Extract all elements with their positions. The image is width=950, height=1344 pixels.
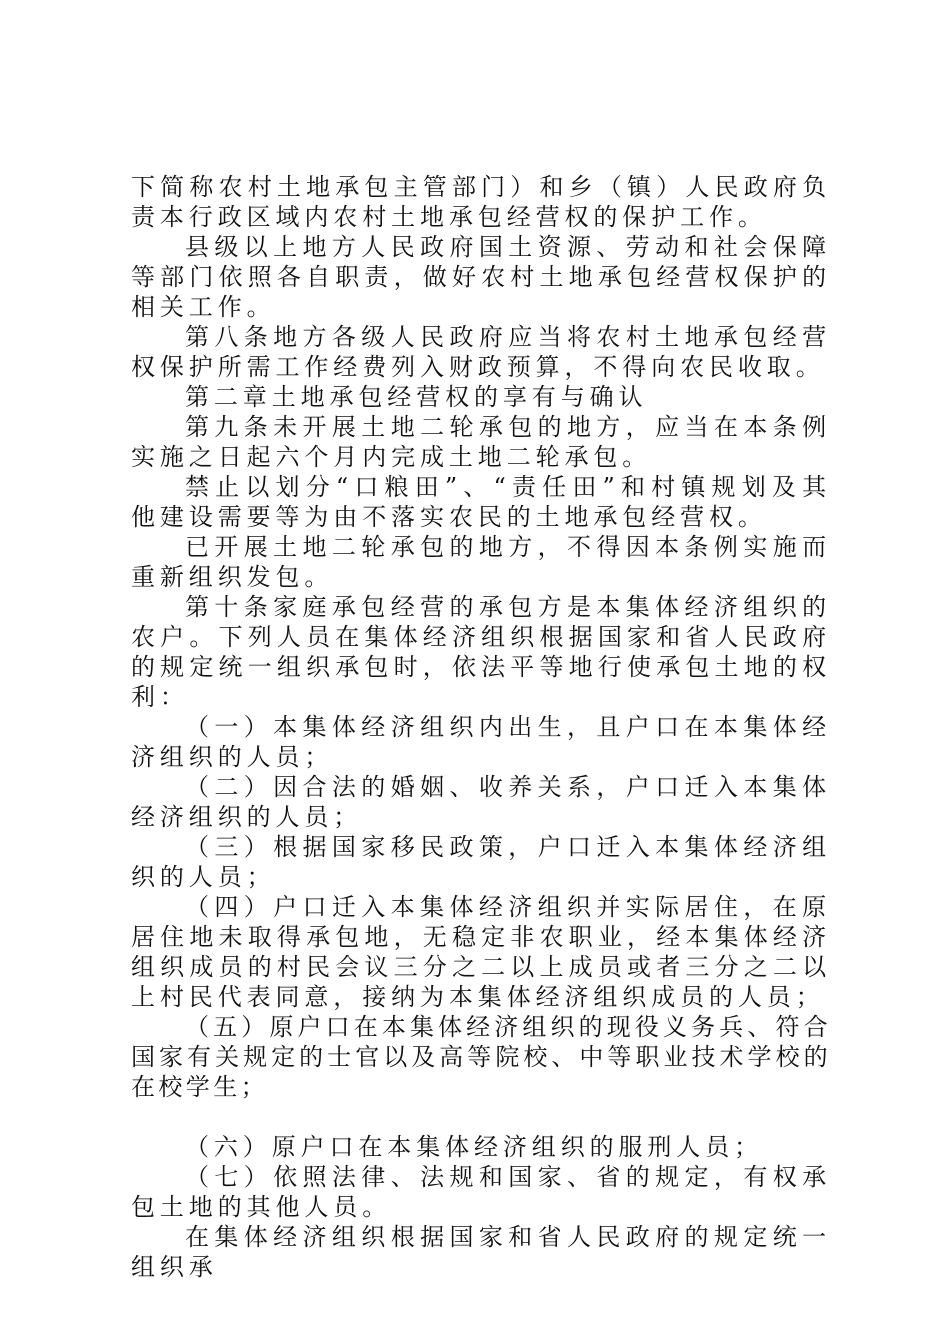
list-item-6: （六）原户口在本集体经济组织的服刑人员； xyxy=(185,1133,763,1161)
paragraph-continuation: 下简称农村土地承包主管部门）和乡（镇）人民政府负责本行政区域内农村土地承包经营权的保护工作。 xyxy=(131,173,831,231)
paragraph-final-partial: 在集体经济组织根据国家和省人民政府的规定统一组织承 xyxy=(131,1223,831,1281)
chapter-2-heading: 第二章土地承包经营权的享有与确认 xyxy=(185,383,648,411)
paragraph-article-9: 第九条未开展土地二轮承包的地方，应当在本条例实施之日起六个月内完成土地二轮承包。 xyxy=(131,413,831,471)
paragraph-county-departments: 县级以上地方人民政府国土资源、劳动和社会保障等部门依照各自职责，做好农村土地承包经营权保护的相关工作。 xyxy=(131,233,831,321)
list-item-2: （二）因合法的婚姻、收养关系，户口迁入本集体经济组织的人员； xyxy=(131,773,831,831)
list-item-4: （四）户口迁入本集体经济组织并实际居住，在原居住地未取得承包地，无稳定非农职业，经本集体经济组织成员的村民会议三分之二以上成员或者三分之二以上村民代表同意，接纳为本集体经济组织成员的人员； xyxy=(131,893,831,1011)
list-item-1: （一）本集体经济组织内出生，且户口在本集体经济组织的人员； xyxy=(131,713,831,771)
list-item-3: （三）根据国家移民政策，户口迁入本集体经济组织的人员； xyxy=(131,833,831,891)
document-page xyxy=(131,172,831,1282)
list-item-7: （七）依照法律、法规和国家、省的规定，有权承包土地的其他人员。 xyxy=(131,1163,831,1221)
paragraph-no-reallocation: 已开展土地二轮承包的地方，不得因本条例实施而重新组织发包。 xyxy=(131,533,831,591)
list-item-5: （五）原户口在本集体经济组织的现役义务兵、符合国家有关规定的士官以及高等院校、中等职业技术学校的在校学生； xyxy=(131,1013,831,1101)
paragraph-article-8: 第八条地方各级人民政府应当将农村土地承包经营权保护所需工作经费列入财政预算，不得向农民收取。 xyxy=(131,323,831,381)
paragraph-prohibition: 禁止以划分“口粮田”、“责任田”和村镇规划及其他建设需要等为由不落实农民的土地承包经营权。 xyxy=(131,473,831,531)
paragraph-article-10: 第十条家庭承包经营的承包方是本集体经济组织的农户。下列人员在集体经济组织根据国家和省人民政府的规定统一组织承包时，依法平等地行使承包土地的权利： xyxy=(131,593,831,711)
